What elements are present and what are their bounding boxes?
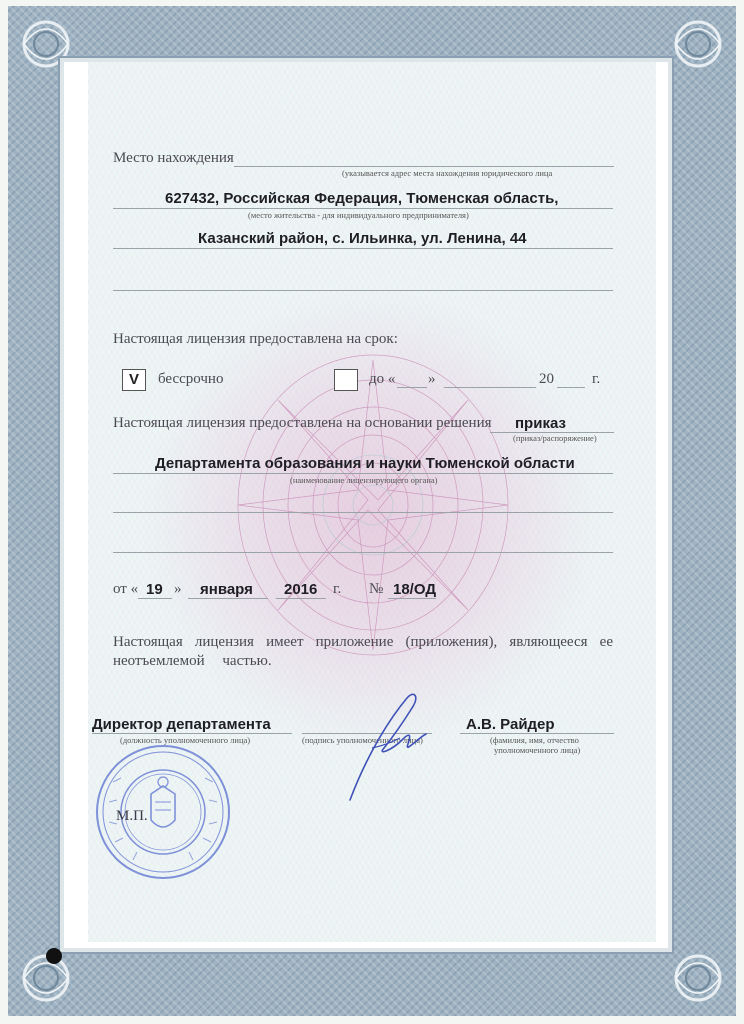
until-close-quote: »: [428, 371, 436, 387]
underline: [92, 733, 292, 734]
name-hint-2: уполномоченного лица): [494, 745, 581, 755]
until-checkbox: [334, 369, 358, 391]
underline: [557, 387, 585, 388]
underline: [113, 473, 613, 474]
signature-hint: (подпись уполномоченного лица): [302, 735, 423, 745]
address-line-2: Казанский район, с. Ильинка, ул. Ленина, 44: [198, 230, 527, 247]
corner-ornament-icon: [668, 14, 728, 74]
date-open-quote: от «: [113, 581, 139, 597]
signer-position: Директор департамента: [92, 716, 271, 733]
address-line-1: 627432, Российская Федерация, Тюменская область,: [165, 190, 559, 207]
underline: [113, 552, 613, 553]
underline: [276, 598, 326, 599]
date-close-quote: »: [174, 581, 182, 597]
underline: [113, 512, 613, 513]
underline: [188, 598, 268, 599]
underline: [397, 387, 427, 388]
until-open-quote: до «: [369, 371, 396, 387]
decision-year-suffix: г.: [333, 581, 342, 597]
position-hint: (должность уполномоченного лица): [120, 735, 251, 745]
rosette-watermark-icon: [228, 340, 518, 670]
decision-year: 2016: [284, 581, 318, 598]
underline: [388, 598, 436, 599]
underline: [138, 598, 172, 599]
licensing-authority: Департамента образования и науки Тюменской области: [155, 455, 575, 472]
name-hint-1: (фамилия, имя, отчество: [490, 735, 579, 745]
number-sign: №: [369, 581, 384, 597]
location-label: Место нахождения: [113, 150, 234, 166]
underline: [113, 290, 613, 291]
indefinite-checkbox: V: [122, 369, 146, 391]
appendix-line-1: Настоящая лицензия имеет приложение (приложения), являющееся ее: [113, 634, 613, 650]
indefinite-label: бессрочно: [158, 371, 224, 387]
document-type-hint: (приказ/распоряжение): [513, 433, 597, 443]
underline: [444, 387, 536, 388]
year-prefix: 20: [539, 371, 554, 387]
handwritten-signature-icon: [322, 688, 442, 808]
underline: [460, 733, 614, 734]
underline: [113, 208, 613, 209]
location-hint-legal: (указывается адрес места нахождения юридического лица: [342, 168, 553, 178]
official-seal-icon: [93, 742, 233, 882]
basis-label: Настоящая лицензия предоставлена на основании решения: [113, 415, 492, 431]
signer-name: А.В. Райдер: [466, 716, 555, 733]
underline: [113, 248, 613, 249]
appendix-line-2: неотъемлемой частью.: [113, 653, 272, 669]
seal-place-label: М.П.: [116, 808, 148, 824]
punch-hole: [46, 948, 62, 964]
underline: [234, 166, 614, 167]
location-hint-individual: (место жительства - для индивидуального предпринимателя): [248, 210, 469, 220]
authority-hint: (наименование лицензирующего органа): [290, 475, 438, 485]
corner-ornament-icon: [668, 948, 728, 1008]
year-suffix: г.: [592, 371, 601, 387]
decision-number: 18/ОД: [393, 581, 437, 598]
decision-day: 19: [146, 581, 163, 598]
decision-month: января: [200, 581, 253, 598]
term-label: Настоящая лицензия предоставлена на срок:: [113, 331, 398, 347]
document-type: приказ: [515, 415, 566, 432]
